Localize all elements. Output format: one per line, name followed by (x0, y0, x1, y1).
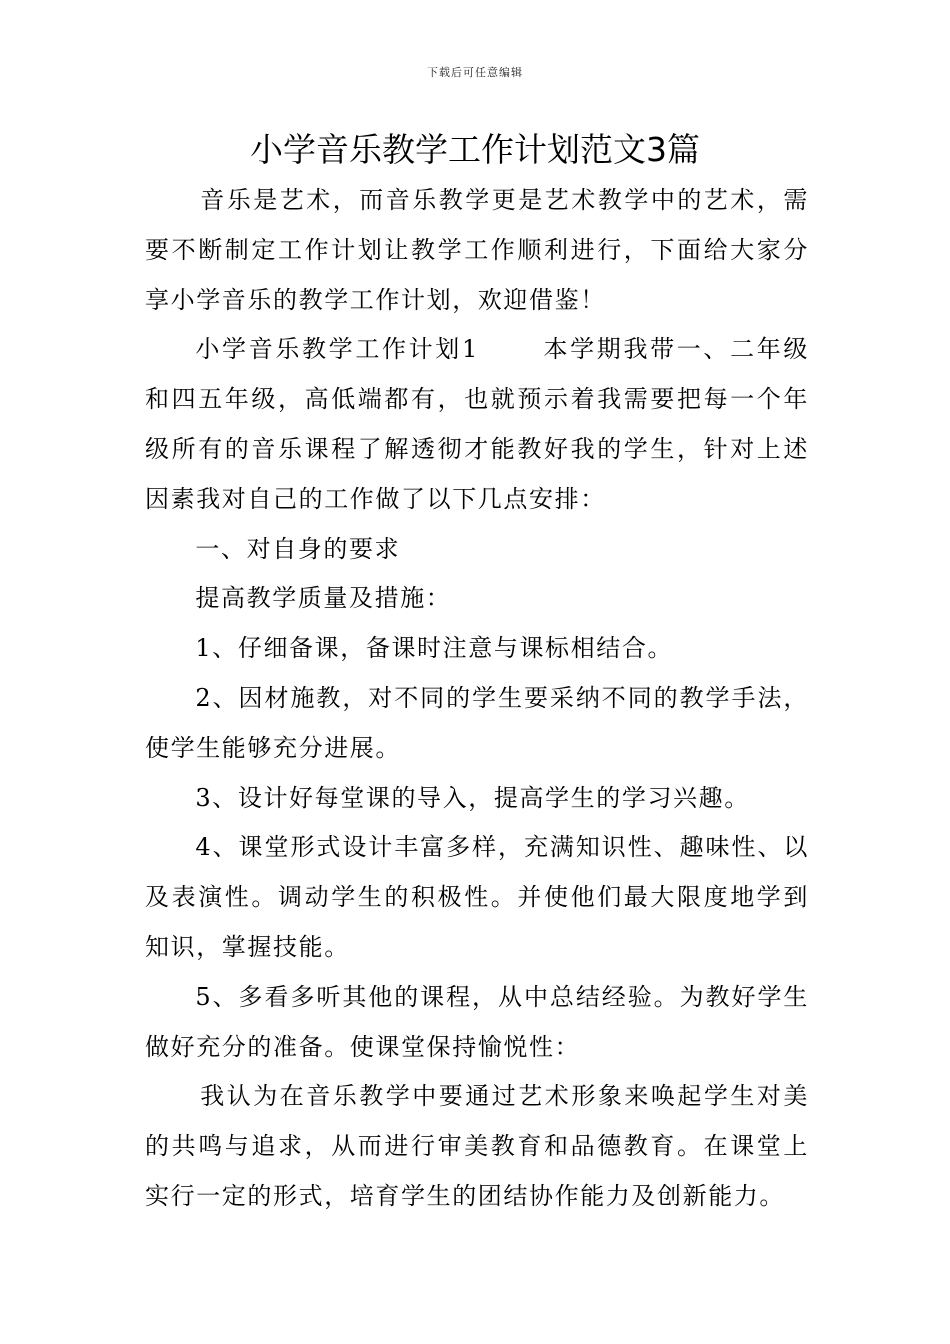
plan-1-intro-paragraph: 小学音乐教学工作计划1 本学期我带一、二年级和四五年级，高低端都有，也就预示着我需要把每一个年级所有的音乐课程了解透彻才能教好我的学生，针对上述因素我对自己的工作做了以下几点安排： (145, 335, 809, 513)
list-item-5: 5、多看多听其他的课程，从中总结经验。为教好学生做好充分的准备。使课堂保持愉悦性： (145, 982, 809, 1061)
list-item-2: 2、因材施教，对不同的学生要采纳不同的教学手法，使学生能够充分进展。 (145, 683, 809, 762)
document-title: 小学音乐教学工作计划范文3篇 (250, 130, 700, 169)
list-item-1: 1、仔细备课，备课时注意与课标相结合。 (195, 634, 674, 663)
closing-paragraph: 我认为在音乐教学中要通过艺术形象来唤起学生对美的共鸣与追求，从而进行审美教育和品德教育。在课堂上实行一定的形式，培育学生的团结协作能力及创新能力。 (145, 1082, 809, 1210)
subheading-quality-measures: 提高教学质量及措施： (195, 584, 452, 613)
list-item-4: 4、课堂形式设计丰富多样，充满知识性、趣味性、以及表演性。调动学生的积极性。并使他们最大限度地学到知识，掌握技能。 (145, 833, 809, 961)
section-heading-self-requirements: 一、对自身的要求 (195, 534, 401, 563)
header-note: 下载后可任意编辑 (427, 66, 523, 79)
list-item-3: 3、设计好每堂课的导入，提高学生的学习兴趣。 (195, 783, 750, 812)
document-body (145, 176, 809, 1222)
intro-paragraph: 音乐是艺术，而音乐教学更是艺术教学中的艺术，需要不断制定工作计划让教学工作顺利进行，下面给大家分享小学音乐的教学工作计划，欢迎借鉴！ (145, 186, 809, 314)
